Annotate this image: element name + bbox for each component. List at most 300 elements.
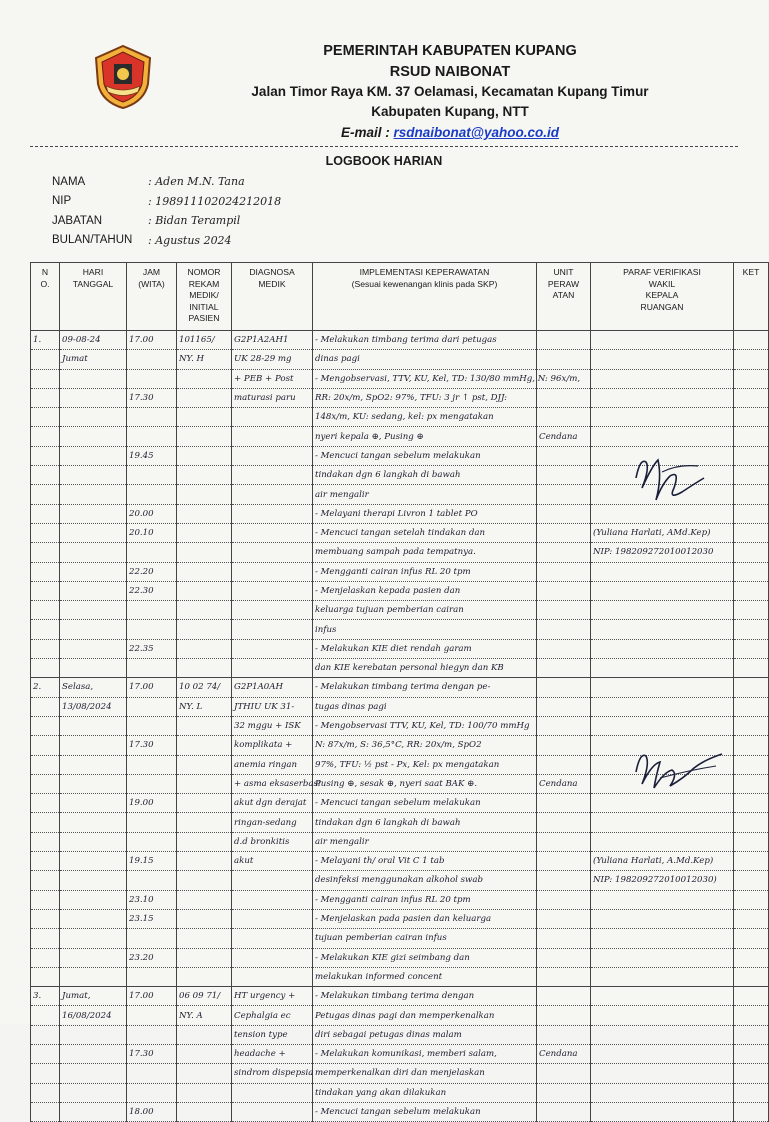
cell-diag: G2P1A0AH [232, 678, 313, 697]
cell-no [31, 948, 60, 967]
cell-unit [537, 678, 591, 697]
cell-diag [232, 890, 313, 909]
cell-unit [537, 620, 591, 639]
cell-jam [127, 755, 177, 774]
cell-rekam [177, 639, 232, 658]
cell-no [31, 659, 60, 678]
cell-jam [127, 1025, 177, 1044]
cell-unit [537, 967, 591, 986]
cell-ket [734, 987, 769, 1006]
table-row [31, 678, 769, 697]
cell-impl: - Melakukan timbang terima dengan pe- [313, 678, 537, 697]
cell-paraf [591, 1102, 734, 1121]
cell-no [31, 1102, 60, 1121]
cell-diag [232, 1083, 313, 1102]
cell-no [31, 446, 60, 465]
table-row [31, 562, 769, 581]
cell-impl: infus [313, 620, 537, 639]
cell-rekam [177, 543, 232, 562]
cell-jam [127, 659, 177, 678]
cell-impl: RR: 20x/m, SpO2: 97%, TFU: 3 jr ↑ pst, DJJ: [313, 388, 537, 407]
cell-impl: melakukan informed concent [313, 967, 537, 986]
cell-rekam [177, 948, 232, 967]
cell-impl: - Melayani th/ oral Vit C 1 tab [313, 852, 537, 871]
email-line [160, 122, 740, 144]
cell-diag [232, 601, 313, 620]
cell-rekam [177, 408, 232, 427]
cell-impl: tujuan pemberian cairan infus [313, 929, 537, 948]
cell-jam [127, 485, 177, 504]
cell-hari [60, 446, 127, 465]
table-row [31, 852, 769, 871]
cell-paraf [591, 639, 734, 658]
cell-hari [60, 562, 127, 581]
cell-paraf [591, 408, 734, 427]
cell-no [31, 427, 60, 446]
cell-ket [734, 485, 769, 504]
cell-no [31, 736, 60, 755]
cell-jam [127, 466, 177, 485]
cell-ket [734, 1006, 769, 1025]
cell-no [31, 601, 60, 620]
cell-impl: - Menjelaskan kepada pasien dan [313, 581, 537, 600]
cell-diag: anemia ringan [232, 755, 313, 774]
cell-ket [734, 331, 769, 350]
cell-diag: maturasi paru [232, 388, 313, 407]
cell-rekam [177, 774, 232, 793]
cell-diag [232, 408, 313, 427]
cell-impl: Pusing ⊕, sesak ⊕, nyeri saat BAK ⊕. [313, 774, 537, 793]
cell-no [31, 716, 60, 735]
cell-no [31, 774, 60, 793]
cell-hari: Jumat [60, 350, 127, 369]
table-row [31, 1102, 769, 1121]
table-row [31, 639, 769, 658]
cell-jam [127, 369, 177, 388]
cell-diag [232, 909, 313, 928]
cell-diag: ringan-sedang [232, 813, 313, 832]
cell-unit [537, 446, 591, 465]
nip-label: NIP [52, 195, 72, 208]
cell-jam: 23.20 [127, 948, 177, 967]
email-label: E-mail : [341, 125, 394, 140]
table-row [31, 1044, 769, 1063]
cell-ket [734, 852, 769, 871]
cell-impl: dinas pagi [313, 350, 537, 369]
jabatan-label: JABATAN [52, 214, 103, 227]
table-row [31, 697, 769, 716]
cell-diag [232, 523, 313, 542]
cell-paraf [591, 1064, 734, 1083]
cell-hari [60, 967, 127, 986]
cell-paraf [591, 1083, 734, 1102]
cell-rekam [177, 427, 232, 446]
cell-paraf [591, 601, 734, 620]
cell-impl: - Melakukan timbang terima dari petugas [313, 331, 537, 350]
cell-hari [60, 659, 127, 678]
cell-unit [537, 331, 591, 350]
cell-hari [60, 774, 127, 793]
table-row [31, 523, 769, 542]
cell-diag [232, 562, 313, 581]
cell-no [31, 504, 60, 523]
cell-impl: - Mencuci tangan sebelum melakukan [313, 794, 537, 813]
cell-unit [537, 1102, 591, 1121]
cell-impl: air mengalir [313, 485, 537, 504]
cell-impl: dan KIE kerebatan personal hiegyn dan KB [313, 659, 537, 678]
header-jam-text: JAM (WITA) [138, 267, 165, 289]
cell-no [31, 581, 60, 600]
header-no [31, 263, 60, 331]
cell-hari [60, 1102, 127, 1121]
cell-ket [734, 774, 769, 793]
cell-unit [537, 543, 591, 562]
table-row [31, 581, 769, 600]
cell-paraf [591, 987, 734, 1006]
table-row [31, 427, 769, 446]
cell-hari [60, 466, 127, 485]
cell-paraf [591, 716, 734, 735]
cell-jam: 17.00 [127, 678, 177, 697]
cell-hari: 16/08/2024 [60, 1006, 127, 1025]
table-row [31, 948, 769, 967]
cell-ket [734, 1064, 769, 1083]
cell-ket [734, 620, 769, 639]
cell-no [31, 408, 60, 427]
cell-unit [537, 1064, 591, 1083]
cell-ket [734, 1025, 769, 1044]
table-row [31, 350, 769, 369]
table-row [31, 408, 769, 427]
cell-impl: air mengalir [313, 832, 537, 851]
cell-rekam [177, 755, 232, 774]
cell-jam [127, 1006, 177, 1025]
cell-jam [127, 716, 177, 735]
bulan-tahun-label: BULAN/TAHUN [52, 234, 133, 247]
cell-hari [60, 504, 127, 523]
cell-no [31, 1064, 60, 1083]
cell-no [31, 543, 60, 562]
cell-no [31, 890, 60, 909]
cell-hari [60, 852, 127, 871]
cell-jam [127, 871, 177, 890]
cell-paraf [591, 388, 734, 407]
cell-no [31, 485, 60, 504]
cell-impl: tindakan yang akan dilakukan [313, 1083, 537, 1102]
cell-ket [734, 813, 769, 832]
cell-unit [537, 523, 591, 542]
cell-ket [734, 350, 769, 369]
table-row [31, 1006, 769, 1025]
cell-impl: 148x/m, KU: sedang, kel: px mengatakan [313, 408, 537, 427]
cell-no [31, 639, 60, 658]
table-row [31, 1025, 769, 1044]
cell-no [31, 1025, 60, 1044]
cell-diag [232, 967, 313, 986]
cell-unit [537, 388, 591, 407]
cell-impl: - Mencuci tangan sebelum melakukan [313, 1102, 537, 1121]
cell-rekam [177, 794, 232, 813]
cell-hari [60, 755, 127, 774]
cell-no [31, 1044, 60, 1063]
cell-rekam: 10 02 74/ [177, 678, 232, 697]
cell-diag [232, 929, 313, 948]
cell-rekam [177, 485, 232, 504]
cell-ket [734, 504, 769, 523]
cell-rekam [177, 716, 232, 735]
cell-diag: + asma eksaserbasi [232, 774, 313, 793]
cell-rekam: NY. A [177, 1006, 232, 1025]
cell-unit [537, 659, 591, 678]
cell-paraf [591, 1006, 734, 1025]
cell-unit [537, 987, 591, 1006]
jabatan-value: : Bidan Terampil [148, 214, 241, 228]
cell-diag [232, 620, 313, 639]
cell-diag [232, 485, 313, 504]
letterhead [160, 40, 740, 144]
cell-impl: memperkenalkan diri dan menjelaskan [313, 1064, 537, 1083]
table-row [31, 620, 769, 639]
cell-rekam [177, 909, 232, 928]
table-row [31, 659, 769, 678]
nama-value: : Aden M.N. Tana [148, 175, 245, 189]
cell-hari [60, 948, 127, 967]
cell-jam [127, 601, 177, 620]
cell-ket [734, 523, 769, 542]
header-jam [127, 263, 177, 331]
header-diagnosa-text: DIAGNOSA MEDIK [249, 267, 295, 289]
cell-paraf [591, 890, 734, 909]
table-row [31, 967, 769, 986]
cell-rekam [177, 466, 232, 485]
cell-ket [734, 948, 769, 967]
table-row [31, 987, 769, 1006]
cell-unit [537, 581, 591, 600]
cell-unit [537, 871, 591, 890]
cell-paraf [591, 967, 734, 986]
cell-rekam [177, 620, 232, 639]
kabupaten-kupang-emblem [92, 44, 154, 110]
cell-paraf [591, 562, 734, 581]
cell-jam: 19.15 [127, 852, 177, 871]
cell-hari [60, 1025, 127, 1044]
cell-diag: JTHIU UK 31- [232, 697, 313, 716]
cell-rekam [177, 562, 232, 581]
identity-block [52, 172, 281, 250]
cell-paraf [591, 948, 734, 967]
cell-impl: - Melakukan KIE gizi seimbang dan [313, 948, 537, 967]
cell-ket [734, 427, 769, 446]
cell-ket [734, 736, 769, 755]
cell-unit [537, 1083, 591, 1102]
table-row [31, 890, 769, 909]
cell-jam [127, 929, 177, 948]
cell-paraf [591, 697, 734, 716]
cell-unit: Cendana [537, 774, 591, 793]
cell-rekam [177, 1025, 232, 1044]
cell-paraf [591, 331, 734, 350]
cell-unit [537, 852, 591, 871]
cell-no [31, 562, 60, 581]
cell-jam: 22.30 [127, 581, 177, 600]
cell-hari [60, 929, 127, 948]
cell-no [31, 967, 60, 986]
cell-diag [232, 543, 313, 562]
cell-hari: Jumat, [60, 987, 127, 1006]
cell-paraf [591, 369, 734, 388]
cell-paraf [591, 832, 734, 851]
header-ket [734, 263, 769, 331]
cell-ket [734, 967, 769, 986]
cell-jam [127, 543, 177, 562]
cell-rekam [177, 1102, 232, 1121]
cell-impl: tindakan dgn 6 langkah di bawah [313, 466, 537, 485]
cell-hari [60, 523, 127, 542]
cell-hari [60, 427, 127, 446]
cell-jam: 22.20 [127, 562, 177, 581]
cell-jam [127, 832, 177, 851]
cell-impl: 97%, TFU: ½ pst - Px, Kel: px mengatakan [313, 755, 537, 774]
cell-ket [734, 794, 769, 813]
cell-no [31, 523, 60, 542]
nip-value: : 198911102024212018 [148, 194, 282, 208]
cell-hari: Selasa, [60, 678, 127, 697]
cell-impl: N: 87x/m, S: 36,5°C, RR: 20x/m, SpO2 [313, 736, 537, 755]
cell-rekam [177, 813, 232, 832]
cell-unit [537, 408, 591, 427]
cell-diag [232, 659, 313, 678]
table-row [31, 832, 769, 851]
cell-unit [537, 736, 591, 755]
cell-hari [60, 408, 127, 427]
cell-ket [734, 639, 769, 658]
logbook-table [30, 262, 769, 1122]
cell-paraf [591, 678, 734, 697]
cell-diag: akut dgn derajat [232, 794, 313, 813]
cell-unit [537, 832, 591, 851]
cell-jam: 20.10 [127, 523, 177, 542]
cell-hari [60, 871, 127, 890]
cell-rekam [177, 1044, 232, 1063]
cell-hari [60, 485, 127, 504]
table-row [31, 1083, 769, 1102]
cell-ket [734, 697, 769, 716]
cell-rekam [177, 523, 232, 542]
cell-jam: 19.45 [127, 446, 177, 465]
cell-impl: - Mengobservasi TTV, KU, Kel, TD: 100/70 mmHg [313, 716, 537, 735]
cell-paraf [591, 1025, 734, 1044]
cell-ket [734, 678, 769, 697]
page-title: LOGBOOK HARIAN [325, 154, 443, 168]
cell-no [31, 620, 60, 639]
table-row [31, 909, 769, 928]
cell-diag [232, 639, 313, 658]
cell-ket [734, 659, 769, 678]
cell-paraf [591, 1044, 734, 1063]
signature-2 [630, 742, 730, 798]
cell-impl: - Mencuci tangan sebelum melakukan [313, 446, 537, 465]
cell-ket [734, 909, 769, 928]
cell-impl: - Melayani therapi Livron 1 tablet PO [313, 504, 537, 523]
cell-no [31, 388, 60, 407]
cell-hari [60, 581, 127, 600]
header-paraf-text: PARAF VERIFIKASI WAKIL KEPALA RUANGAN [623, 267, 701, 312]
cell-unit: Cendana [537, 1044, 591, 1063]
bulan-tahun-value: : Agustus 2024 [148, 233, 232, 247]
cell-jam: 23.15 [127, 909, 177, 928]
header-hari-text: HARI TANGGAL [72, 267, 114, 289]
cell-paraf: NIP: 198209272010012030) [591, 871, 734, 890]
table-row [31, 601, 769, 620]
table-row [31, 871, 769, 890]
cell-no [31, 813, 60, 832]
table-header-row [31, 263, 769, 331]
cell-rekam [177, 369, 232, 388]
cell-jam [127, 620, 177, 639]
cell-no [31, 350, 60, 369]
cell-hari [60, 1083, 127, 1102]
cell-impl: diri sebagai petugas dinas malam [313, 1025, 537, 1044]
header-rekam-text: NOMOR REKAM MEDIK/ INITIAL PASIEN [187, 267, 221, 323]
cell-jam: 17.00 [127, 331, 177, 350]
cell-paraf: (Yuliana Harlati, A.Md.Kep) [591, 852, 734, 871]
table-row [31, 1064, 769, 1083]
cell-diag: HT urgency + [232, 987, 313, 1006]
cell-ket [734, 832, 769, 851]
cell-hari [60, 736, 127, 755]
cell-ket [734, 388, 769, 407]
cell-impl: membuang sampah pada tempatnya. [313, 543, 537, 562]
cell-diag: headache + [232, 1044, 313, 1063]
table-row [31, 813, 769, 832]
email-link[interactable]: rsdnaibonat@yahoo.co.id [393, 125, 559, 140]
cell-unit [537, 890, 591, 909]
cell-no [31, 1083, 60, 1102]
cell-impl: - Mengganti cairan infus RL 20 tpm [313, 890, 537, 909]
cell-rekam [177, 890, 232, 909]
cell-hari [60, 620, 127, 639]
cell-paraf [591, 350, 734, 369]
cell-unit [537, 350, 591, 369]
cell-no: 2. [31, 678, 60, 697]
cell-ket [734, 890, 769, 909]
cell-unit [537, 1025, 591, 1044]
cell-jam [127, 697, 177, 716]
cell-no [31, 697, 60, 716]
cell-jam [127, 1083, 177, 1102]
cell-hari [60, 601, 127, 620]
cell-diag: komplikata + [232, 736, 313, 755]
cell-ket [734, 871, 769, 890]
header-unit [537, 263, 591, 331]
cell-rekam [177, 601, 232, 620]
cell-unit [537, 929, 591, 948]
cell-diag [232, 948, 313, 967]
cell-hari [60, 890, 127, 909]
cell-hari [60, 388, 127, 407]
cell-rekam [177, 967, 232, 986]
cell-impl: - Mengganti cairan infus RL 20 tpm [313, 562, 537, 581]
cell-jam: 20.00 [127, 504, 177, 523]
cell-paraf: NIP: 198209272010012030 [591, 543, 734, 562]
cell-hari: 13/08/2024 [60, 697, 127, 716]
cell-unit [537, 562, 591, 581]
cell-ket [734, 543, 769, 562]
header-ket-text: KET [742, 267, 760, 277]
cell-unit [537, 504, 591, 523]
cell-impl: desinfeksi menggunakan alkohol swab [313, 871, 537, 890]
cell-paraf [591, 620, 734, 639]
